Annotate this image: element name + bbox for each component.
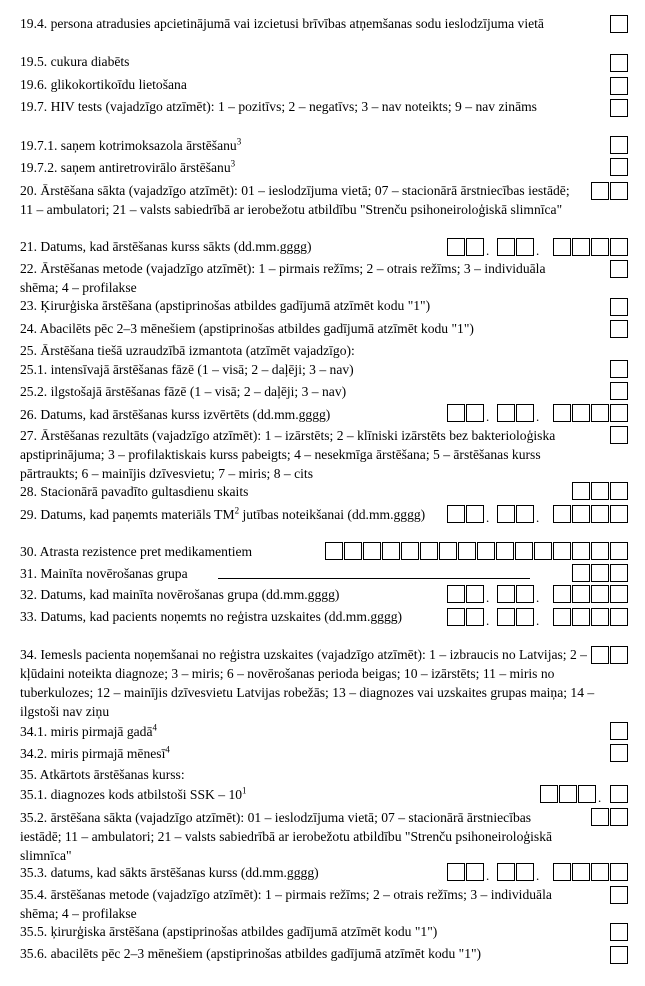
date-box-35-3[interactable] bbox=[466, 863, 484, 881]
item-34: 34. Iemesls pacienta noņemšanai no reģistra uzskaites (vajadzīgo atzīmēt): 1 – izbraucis no Latvijas; 2 – kļūdaini noteikta diagnoze; 3 – miris; 6 – novērošanas perioda beigas; 10 – izārstēts; 11 – miris no tuberkulozes; 12 – mainījis dzīvesvietu Latvijas robežās; 13 – diagnozes vai uzskaites grupas maiņa; 14 – ilgstoši nav ziņu bbox=[20, 647, 595, 719]
item-27: 27. Ārstēšanas rezultāts (vajadzīgo atzīmēt): 1 – izārstēts; 2 – klīniski izārstēts bez bakterioloģiska apstiprinājuma; 3 – profilaktiskais kurss pabeigts; 4 – nesekmīga ārstēšana; 5 – ārstēšanas kurss pārtraukts; 6 – mainījis dzīvesvietu; 7 – miris; 8 – cits bbox=[20, 428, 556, 481]
checkbox-22[interactable] bbox=[610, 260, 628, 278]
date-box-33[interactable] bbox=[447, 608, 465, 626]
date-box-35-3[interactable] bbox=[447, 863, 465, 881]
medication-box-30[interactable] bbox=[534, 542, 552, 560]
item-28: 28. Stacionārā pavadīto gultasdienu skaits bbox=[20, 484, 249, 499]
item-19-7: 19.7. HIV tests (vajadzīgo atzīmēt): 1 – pozitīvs; 2 – negatīvs; 3 – nav noteikts; 9 – nav zināms bbox=[20, 99, 537, 114]
number-box-28[interactable] bbox=[591, 482, 609, 500]
date-box-26[interactable] bbox=[572, 404, 590, 422]
date-box-35-3[interactable] bbox=[610, 863, 628, 881]
item-32: 32. Datums, kad mainīta novērošanas grupa (dd.mm.gggg) bbox=[20, 587, 340, 602]
date-separator: . bbox=[536, 243, 540, 258]
date-separator: . bbox=[536, 868, 540, 883]
medication-box-30[interactable] bbox=[610, 542, 628, 560]
date-separator: . bbox=[486, 243, 490, 258]
item-35-4: 35.4. ārstēšanas metode (vajadzīgo atzīmēt): 1 – pirmais režīms; 2 – otrais režīms; 3 – individuāla shēma; 4 – profilakse bbox=[20, 887, 552, 921]
date-box-29[interactable] bbox=[466, 505, 484, 523]
date-box-29[interactable] bbox=[610, 505, 628, 523]
diagnosis-code-box[interactable] bbox=[559, 785, 577, 803]
item-26: 26. Datums, kad ārstēšanas kurss izvērtēts (dd.mm.gggg) bbox=[20, 407, 331, 422]
diagnosis-code-box[interactable] bbox=[578, 785, 596, 803]
diagnosis-code-box[interactable] bbox=[610, 785, 628, 803]
date-box-21[interactable] bbox=[497, 238, 515, 256]
checkbox-34-2[interactable] bbox=[610, 744, 628, 762]
item-34-1: 34.1. miris pirmajā gadā$^4$ bbox=[20, 722, 158, 739]
item-33: 33. Datums, kad pacients noņemts no reģistra uzskaites (dd.mm.gggg) bbox=[20, 609, 403, 624]
medication-box-30[interactable] bbox=[572, 542, 590, 560]
date-box-33[interactable] bbox=[572, 608, 590, 626]
group-box-31[interactable] bbox=[572, 564, 590, 582]
item-35-5: 35.5. ķirurģiska ārstēšana (apstiprinošas atbildes gadījumā atzīmēt kodu "1") bbox=[20, 924, 438, 939]
date-box-29[interactable] bbox=[447, 505, 465, 523]
medication-box-30[interactable] bbox=[344, 542, 362, 560]
item-25-2: 25.2. ilgstošajā ārstēšanas fāzē (1 – visā; 2 – daļēji; 3 – nav) bbox=[20, 384, 347, 399]
medication-box-30[interactable] bbox=[477, 542, 495, 560]
checkbox-35-5[interactable] bbox=[610, 923, 628, 941]
date-box-35-3[interactable] bbox=[516, 863, 534, 881]
checkbox-27[interactable] bbox=[610, 426, 628, 444]
observation-group-line[interactable] bbox=[218, 578, 530, 579]
date-box-33[interactable] bbox=[610, 608, 628, 626]
date-box-26[interactable] bbox=[591, 404, 609, 422]
code-box-35-2[interactable] bbox=[610, 808, 628, 826]
date-box-33[interactable] bbox=[497, 608, 515, 626]
date-box-21[interactable] bbox=[466, 238, 484, 256]
checkbox-24[interactable] bbox=[610, 320, 628, 338]
item-24: 24. Abacilēts pēc 2–3 mēnešiem (apstiprinošas atbildes gadījumā atzīmēt kodu "1") bbox=[20, 321, 474, 336]
date-box-35-3[interactable] bbox=[553, 863, 571, 881]
date-box-29[interactable] bbox=[553, 505, 571, 523]
date-box-26[interactable] bbox=[466, 404, 484, 422]
group-box-31[interactable] bbox=[610, 564, 628, 582]
checkbox-34-1[interactable] bbox=[610, 722, 628, 740]
date-box-21[interactable] bbox=[447, 238, 465, 256]
item-19-4: 19.4. persona atradusies apcietinājumā vai izcietusi brīvības atņemšanas sodu ieslodzījuma vietā bbox=[20, 16, 544, 31]
date-box-32[interactable] bbox=[610, 585, 628, 603]
checkbox-19-5[interactable] bbox=[610, 54, 628, 72]
item-21: 21. Datums, kad ārstēšanas kurss sākts (dd.mm.gggg) bbox=[20, 239, 312, 254]
medication-box-30[interactable] bbox=[515, 542, 533, 560]
date-box-26[interactable] bbox=[447, 404, 465, 422]
code-separator: . bbox=[598, 790, 602, 805]
item-22: 22. Ārstēšanas metode (vajadzīgo atzīmēt): 1 – pirmais režīms; 2 – otrais režīms; 3 – individuāla shēma; 4 – profilakse bbox=[20, 261, 546, 295]
medication-box-30[interactable] bbox=[458, 542, 476, 560]
number-box-28[interactable] bbox=[610, 482, 628, 500]
medication-box-30[interactable] bbox=[401, 542, 419, 560]
date-box-32[interactable] bbox=[447, 585, 465, 603]
medication-box-30[interactable] bbox=[591, 542, 609, 560]
date-separator: . bbox=[486, 613, 490, 628]
checkbox-19-7-1[interactable] bbox=[610, 136, 628, 154]
item-19-6: 19.6. glikokortikoīdu lietošana bbox=[20, 77, 187, 92]
code-box-35-2[interactable] bbox=[591, 808, 609, 826]
item-23: 23. Ķirurģiska ārstēšana (apstiprinošas atbildes gadījumā atzīmēt kodu "1") bbox=[20, 298, 431, 313]
item-35-3: 35.3. datums, kad sākts ārstēšanas kurss (dd.mm.gggg) bbox=[20, 865, 319, 880]
date-box-21[interactable] bbox=[591, 238, 609, 256]
medication-box-30[interactable] bbox=[363, 542, 381, 560]
number-box-28[interactable] bbox=[572, 482, 590, 500]
code-box-20-1[interactable] bbox=[591, 182, 609, 200]
date-box-26[interactable] bbox=[516, 404, 534, 422]
item-19-7-1: 19.7.1. saņem kotrimoksazola ārstēšanu$^3$ bbox=[20, 136, 242, 153]
item-35: 35. Atkārtots ārstēšanas kurss: bbox=[20, 767, 185, 782]
checkbox-19-4[interactable] bbox=[610, 15, 628, 33]
medication-box-30[interactable] bbox=[439, 542, 457, 560]
checkbox-35-6[interactable] bbox=[610, 946, 628, 964]
reason-box-34[interactable] bbox=[610, 646, 628, 664]
checkbox-19-6[interactable] bbox=[610, 77, 628, 95]
medication-box-30[interactable] bbox=[496, 542, 514, 560]
medication-box-30[interactable] bbox=[325, 542, 343, 560]
date-box-29[interactable] bbox=[591, 505, 609, 523]
medication-box-30[interactable] bbox=[420, 542, 438, 560]
item-34-2: 34.2. miris pirmajā mēnesī$^4$ bbox=[20, 744, 170, 761]
date-box-29[interactable] bbox=[516, 505, 534, 523]
date-box-29[interactable] bbox=[497, 505, 515, 523]
date-box-21[interactable] bbox=[516, 238, 534, 256]
date-box-33[interactable] bbox=[553, 608, 571, 626]
item-19-5: 19.5. cukura diabēts bbox=[20, 54, 130, 69]
date-box-32[interactable] bbox=[553, 585, 571, 603]
date-separator: . bbox=[486, 590, 490, 605]
item-29: 29. Datums, kad paņemts materiāls $TM^2$ jutības noteikšanai (dd.mm.gggg) bbox=[20, 505, 426, 522]
date-box-26[interactable] bbox=[553, 404, 571, 422]
date-box-33[interactable] bbox=[516, 608, 534, 626]
diagnosis-code-box[interactable] bbox=[540, 785, 558, 803]
checkbox-19-7[interactable] bbox=[610, 99, 628, 117]
date-box-26[interactable] bbox=[610, 404, 628, 422]
date-separator: . bbox=[486, 868, 490, 883]
date-box-35-3[interactable] bbox=[591, 863, 609, 881]
item-19-7-2: 19.7.2. saņem antiretrovirālo ārstēšanu$^3$ bbox=[20, 158, 236, 175]
reason-box-34[interactable] bbox=[591, 646, 609, 664]
date-separator: . bbox=[486, 409, 490, 424]
date-box-21[interactable] bbox=[553, 238, 571, 256]
item-35-2: 35.2. ārstēšana sākta (vajadzīgo atzīmēt): 01 – ieslodzījuma vietā; 07 – stacionārā ārstniecības iestādē; 11 – ambulatori; 21 – valsts sabiedrībā ar ierobežotu atbildību "Strenču psihoneiroloģiskā slimnīca" bbox=[20, 810, 553, 863]
item-20: 20. Ārstēšana sākta (vajadzīgo atzīmēt): 01 – ieslodzījuma vietā; 07 – stacionārā ārstniecības iestādē; 11 – ambulatori; 21 – valsts sabiedrībā ar ierobežotu atbildību "Strenču psihoneiroloģiskā slimnīca" bbox=[20, 183, 570, 217]
item-35-6: 35.6. abacilēts pēc 2–3 mēnešiem (apstiprinošas atbildes gadījumā atzīmēt kodu "1") bbox=[20, 946, 482, 961]
date-box-32[interactable] bbox=[591, 585, 609, 603]
medication-box-30[interactable] bbox=[553, 542, 571, 560]
date-box-32[interactable] bbox=[466, 585, 484, 603]
date-box-35-3[interactable] bbox=[497, 863, 515, 881]
code-box-20-2[interactable] bbox=[610, 182, 628, 200]
date-box-21[interactable] bbox=[610, 238, 628, 256]
date-separator: . bbox=[536, 590, 540, 605]
date-separator: . bbox=[536, 409, 540, 424]
date-box-33[interactable] bbox=[466, 608, 484, 626]
item-30: 30. Atrasta rezistence pret medikamentiem bbox=[20, 544, 253, 559]
date-separator: . bbox=[486, 510, 490, 525]
date-box-32[interactable] bbox=[497, 585, 515, 603]
group-box-31[interactable] bbox=[591, 564, 609, 582]
date-separator: . bbox=[536, 613, 540, 628]
date-box-35-3[interactable] bbox=[572, 863, 590, 881]
date-box-21[interactable] bbox=[572, 238, 590, 256]
date-box-32[interactable] bbox=[572, 585, 590, 603]
date-box-29[interactable] bbox=[572, 505, 590, 523]
checkbox-23[interactable] bbox=[610, 298, 628, 316]
item-35-1: 35.1. diagnozes kods atbilstoši SSK – $10^1$ bbox=[20, 785, 247, 802]
checkbox-25-1[interactable] bbox=[610, 360, 628, 378]
medication-box-30[interactable] bbox=[382, 542, 400, 560]
date-box-33[interactable] bbox=[591, 608, 609, 626]
item-25-1: 25.1. intensīvajā ārstēšanas fāzē (1 – visā; 2 – daļēji; 3 – nav) bbox=[20, 362, 354, 377]
date-box-26[interactable] bbox=[497, 404, 515, 422]
checkbox-19-7-2[interactable] bbox=[610, 158, 628, 176]
checkbox-35-4[interactable] bbox=[610, 886, 628, 904]
item-31: 31. Mainīta novērošanas grupa bbox=[20, 566, 188, 581]
checkbox-25-2[interactable] bbox=[610, 382, 628, 400]
date-box-32[interactable] bbox=[516, 585, 534, 603]
date-separator: . bbox=[536, 510, 540, 525]
item-25: 25. Ārstēšana tiešā uzraudzībā izmantota (atzīmēt vajadzīgo): bbox=[20, 343, 355, 358]
